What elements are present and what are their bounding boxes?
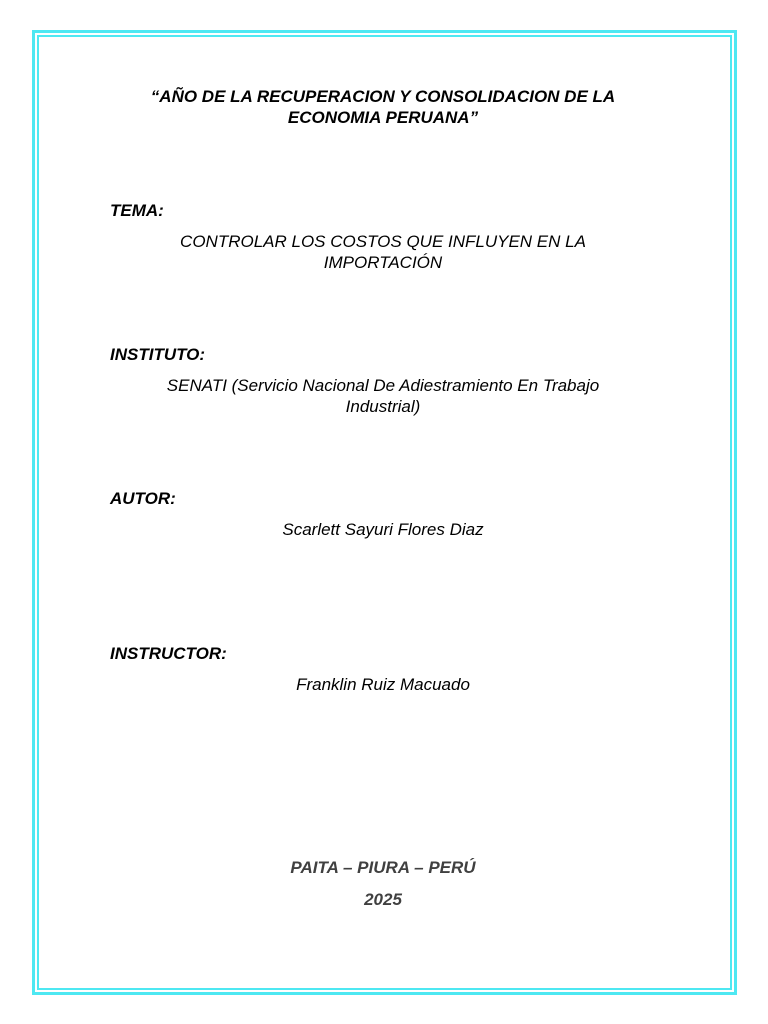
document-title <box>110 86 656 128</box>
tema-label: TEMA: <box>110 201 164 220</box>
instituto-value-line-1: SENATI (Servicio Nacional De Adiestramiento En Trabajo <box>166 376 600 395</box>
instructor-value: Franklin Ruiz Macuado <box>296 675 470 694</box>
instituto-label: INSTITUTO: <box>110 345 206 364</box>
tema-value <box>110 231 656 273</box>
instructor-label: INSTRUCTOR: <box>110 644 227 663</box>
autor-label: AUTOR: <box>110 489 176 508</box>
footer-location: PAITA – PIURA – PERÚ <box>290 858 476 877</box>
instituto-value-line-2: Industrial) <box>345 397 421 416</box>
title-line-2: ECONOMIA PERUANA” <box>287 108 479 127</box>
instituto-value <box>110 375 656 417</box>
page-border-inner <box>37 35 732 990</box>
autor-value: Scarlett Sayuri Flores Diaz <box>282 520 484 539</box>
tema-value-line-2: IMPORTACIÓN <box>323 253 443 272</box>
tema-value-line-1: CONTROLAR LOS COSTOS QUE INFLUYEN EN LA <box>180 232 586 251</box>
footer-year: 2025 <box>364 890 402 909</box>
title-line-1: “AÑO DE LA RECUPERACION Y CONSOLIDACION DE LA <box>150 87 616 106</box>
